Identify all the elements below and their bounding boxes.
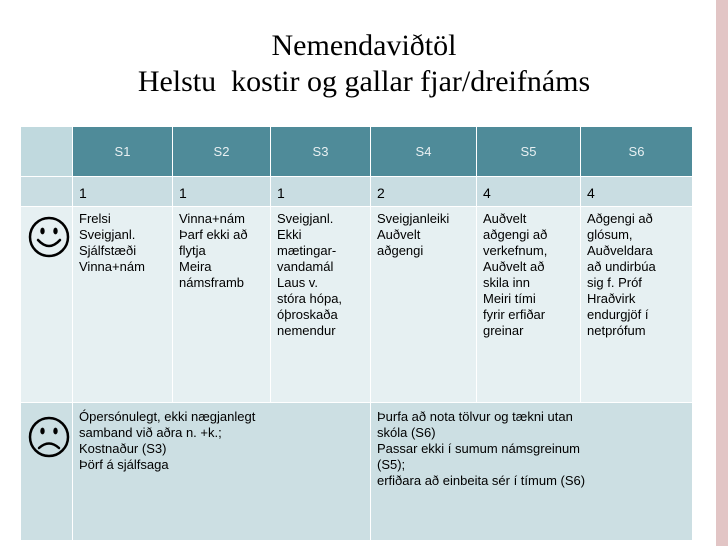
numbers-row [21, 177, 693, 207]
header-cell-s3: S3 [271, 127, 371, 177]
smiley-face-icon [27, 215, 71, 259]
number-cell-s2: 1 [173, 177, 271, 207]
cons-row [21, 403, 693, 541]
header-cell-s6: S6 [581, 127, 693, 177]
pros-cell-s6: Aðgengi að glósum, Auðveldara að undirbúa sig f. Próf Hraðvirk endurgjöf í netprófum [581, 207, 693, 403]
comparison-table [20, 126, 693, 541]
frowning-face-icon [27, 415, 71, 459]
header-corner-cell [21, 127, 73, 177]
cons-cell-left: Ópersónulegt, ekki nægjanlegt samband við aðra n. +k.; Kostnaður (S3) Þörf á sjálfsaga [73, 403, 371, 541]
number-cell-s6: 4 [581, 177, 693, 207]
header-row [21, 127, 693, 177]
cons-symbol-cell [21, 403, 73, 541]
header-cell-s2: S2 [173, 127, 271, 177]
number-cell-s3: 1 [271, 177, 371, 207]
header-cell-s4: S4 [371, 127, 477, 177]
number-cell-s4: 2 [371, 177, 477, 207]
numbers-corner-cell [21, 177, 73, 207]
pros-row [21, 207, 693, 403]
number-cell-s5: 4 [477, 177, 581, 207]
pros-cell-s4: Sveigjanleiki Auðvelt aðgengi [371, 207, 477, 403]
title-line-1: Nemendaviðtöl [271, 29, 457, 62]
pros-cell-s3: Sveigjanl. Ekki mætingar- vandamál Laus v. stóra hópa, óþroskaða nemendur [271, 207, 371, 403]
cons-cell-right: Þurfa að nota tölvur og tækni utan skóla (S6) Passar ekki í sumum námsgreinum (S5); erfiðara að einbeita sér í tímum (S6) [371, 403, 693, 541]
pros-cell-s2: Vinna+nám Þarf ekki að flytja Meira námsframb [173, 207, 271, 403]
header-cell-s1: S1 [73, 127, 173, 177]
pros-cell-s1: Frelsi Sveigjanl. Sjálfstæði Vinna+nám [73, 207, 173, 403]
slide-title [0, 28, 728, 100]
pros-cell-s5: Auðvelt aðgengi að verkefnum, Auðvelt að skila inn Meiri tími fyrir erfiðar greinar [477, 207, 581, 403]
header-cell-s5: S5 [477, 127, 581, 177]
pros-symbol-cell [21, 207, 73, 403]
title-line-2: Helstu kostir og gallar fjar/dreifnáms [137, 65, 591, 98]
number-cell-s1: 1 [73, 177, 173, 207]
